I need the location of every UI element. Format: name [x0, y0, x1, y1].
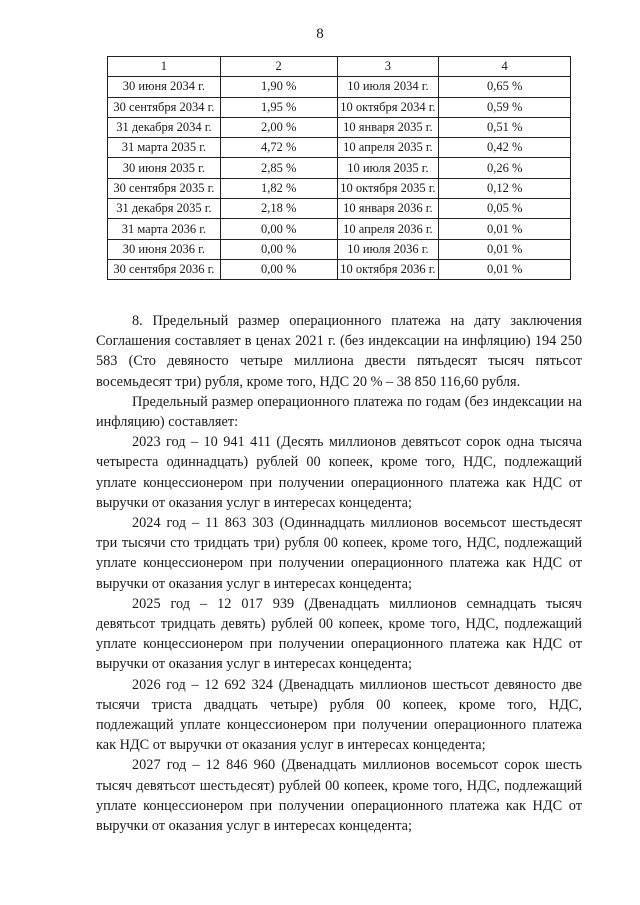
table-row — [108, 219, 571, 239]
table-row — [108, 178, 571, 198]
table-row — [108, 138, 571, 158]
table-cell: 0,00 % — [220, 219, 337, 239]
table-cell: 10 октября 2034 г. — [337, 97, 439, 117]
table-cell: 0,01 % — [439, 219, 571, 239]
table-cell: 10 октября 2035 г. — [337, 178, 439, 198]
table-cell: 0,65 % — [439, 77, 571, 97]
paragraph-intro: Предельный размер операционного платежа по годам (без индексации на инфляцию) составляет: — [96, 393, 582, 431]
column-header: 3 — [337, 57, 439, 77]
table-cell: 31 марта 2035 г. — [108, 138, 221, 158]
table-cell: 31 декабря 2034 г. — [108, 117, 221, 137]
table-cell: 0,51 % — [439, 117, 571, 137]
table-cell: 1,95 % — [220, 97, 337, 117]
table-row — [108, 239, 571, 259]
paragraph-year-2025: 2025 год – 12 017 939 (Двенадцать миллионов семнадцать тысяч девятьсот тридцать девять) рублей 00 копеек, кроме того, НДС, подлежащий уплате концессионером при получении операционного платежа как НДС от выручки от оказания услуг в интересах концедента; — [96, 595, 582, 673]
table-cell: 2,18 % — [220, 199, 337, 219]
table-cell: 4,72 % — [220, 138, 337, 158]
table-cell: 1,82 % — [220, 178, 337, 198]
table-cell: 31 марта 2036 г. — [108, 219, 221, 239]
table-cell: 2,85 % — [220, 158, 337, 178]
table-cell: 0,00 % — [220, 259, 337, 279]
column-header: 2 — [220, 57, 337, 77]
page-number: 8 — [316, 26, 324, 42]
paragraph-item-8: 8. Предельный размер операционного платежа на дату заключения Соглашения составляет в ценах 2021 г. (без индексации на инфляцию) 194 250 583 (Сто девяносто четыре миллиона двести пятьдесят тысяч пятьсот восемьдесят три) рубля, кроме того, НДС 20 % – 38 850 116,60 рубля. — [96, 313, 582, 390]
table-row — [108, 117, 571, 137]
payment-schedule-table — [107, 56, 571, 280]
paragraph-year-2027: 2027 год – 12 846 960 (Двенадцать миллионов восемьсот сорок шесть тысяч девятьсот шестьдесят) рублей 00 копеек, кроме того, НДС, подлежащий уплате концессионером при получении операционного платежа как НДС от выручки от оказания услуг в интересах концедента; — [96, 757, 582, 835]
paragraph-year-2023: 2023 год – 10 941 411 (Десять миллионов девятьсот сорок одна тысяча четыреста одиннадцать) рублей 00 копеек, кроме того, НДС, подлежащий уплате концессионером при получении операционного платежа как НДС от выручки от оказания услуг в интересах концедента; — [96, 434, 582, 511]
table-cell: 10 апреля 2036 г. — [337, 219, 439, 239]
table-header-row — [108, 57, 571, 77]
table-cell: 0,01 % — [439, 239, 571, 259]
table-cell: 30 июня 2036 г. — [108, 239, 221, 259]
table-cell: 30 июня 2035 г. — [108, 158, 221, 178]
table-cell: 0,12 % — [439, 178, 571, 198]
body-text — [96, 311, 582, 836]
column-header: 1 — [108, 57, 221, 77]
table-cell: 10 января 2035 г. — [337, 117, 439, 137]
paragraph-year-2026: 2026 год – 12 692 324 (Двенадцать миллионов шестьсот девяносто две тысячи триста двадцать четыре) рубля 00 копеек, кроме того, НДС, подлежащий уплате концессионером при получении операционного платежа как НДС от выручки от оказания услуг в интересах концедента; — [96, 676, 582, 754]
table-row — [108, 77, 571, 97]
table-row — [108, 158, 571, 178]
table-cell: 0,01 % — [439, 259, 571, 279]
table-cell: 0,26 % — [439, 158, 571, 178]
table-cell: 10 июля 2036 г. — [337, 239, 439, 259]
table-cell: 10 июля 2034 г. — [337, 77, 439, 97]
table-cell: 0,00 % — [220, 239, 337, 259]
table-cell: 0,05 % — [439, 199, 571, 219]
table-cell: 2,00 % — [220, 117, 337, 137]
table-cell: 10 января 2036 г. — [337, 199, 439, 219]
table-cell: 0,59 % — [439, 97, 571, 117]
table-cell: 10 октября 2036 г. — [337, 259, 439, 279]
table-cell: 1,90 % — [220, 77, 337, 97]
table-cell: 30 сентября 2036 г. — [108, 259, 221, 279]
table-cell: 10 апреля 2035 г. — [337, 138, 439, 158]
table-row — [108, 259, 571, 279]
column-header: 4 — [439, 57, 571, 77]
table-cell: 30 сентября 2034 г. — [108, 97, 221, 117]
table-cell: 30 июня 2034 г. — [108, 77, 221, 97]
table-cell: 10 июля 2035 г. — [337, 158, 439, 178]
paragraph-year-2024: 2024 год – 11 863 303 (Одиннадцать миллионов восемьсот шестьдесят три тысячи сто тридцать три) рубля 00 копеек, кроме того, НДС, подлежащий уплате концессионером при получении операционного платежа как НДС от выручки от оказания услуг в интересах концедента; — [96, 515, 582, 592]
table-cell: 0,42 % — [439, 138, 571, 158]
table-cell: 30 сентября 2035 г. — [108, 178, 221, 198]
table-row — [108, 199, 571, 219]
table-row — [108, 97, 571, 117]
table-cell: 31 декабря 2035 г. — [108, 199, 221, 219]
